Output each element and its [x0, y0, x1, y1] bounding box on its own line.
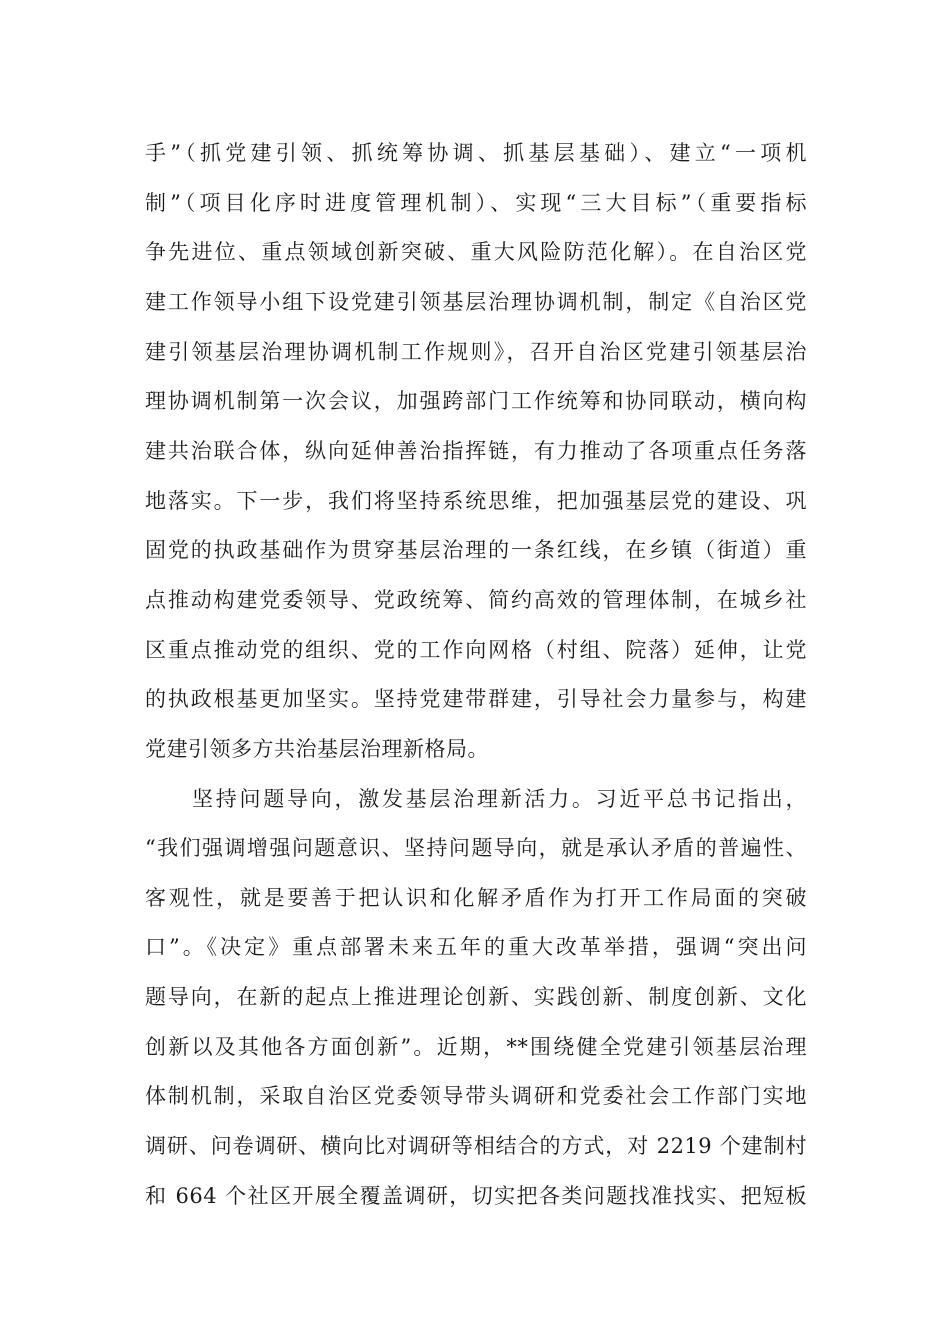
- paragraph-1-line-11: 区重点推动党的组织、党的工作向网格（村组、院落）延伸，让党: [145, 638, 807, 662]
- paragraph-2-line-6: 创新以及其他各方面创新”。近期，**围绕健全党建引领基层治理: [145, 1035, 807, 1059]
- paragraph-1-line-7: 建共治联合体，纵向延伸善治指挥链，有力推动了各项重点任务落: [145, 439, 807, 463]
- paragraph-2-line-9: 和 664 个社区开展全覆盖调研，切实把各类问题找准找实、把短板: [145, 1184, 807, 1208]
- paragraph-1-line-8: 地落实。下一步，我们将坚持系统思维，把加强基层党的建设、巩: [145, 489, 807, 513]
- paragraph-2-line-8: 调研、问卷调研、横向比对调研等相结合的方式，对 2219 个建制村: [145, 1134, 807, 1158]
- paragraph-2-line-5: 题导向，在新的起点上推进理论创新、实践创新、制度创新、文化: [145, 985, 807, 1009]
- paragraph-1-line-12: 的执政根基更加坚实。坚持党建带群建，引导社会力量参与，构建: [145, 687, 807, 711]
- paragraph-1-line-5: 建引领基层治理协调机制工作规则》，召开自治区党建引领基层治: [145, 340, 807, 364]
- paragraph-1-line-2: 制”（项目化序时进度管理机制）、实现“三大目标”（重要指标: [145, 191, 807, 215]
- paragraph-1-line-3: 争先进位、重点领域创新突破、重大风险防范化解）。在自治区党: [145, 240, 807, 264]
- paragraph-2-line-3: 客观性，就是要善于把认识和化解矛盾作为打开工作局面的突破: [145, 886, 807, 910]
- paragraph-2-line-4: 口”。《决定》重点部署未来五年的重大改革举措，强调“突出问: [145, 935, 807, 959]
- paragraph-1-line-9: 固党的执政基础作为贯穿基层治理的一条红线，在乡镇（街道）重: [145, 538, 807, 562]
- paragraph-2-line-7: 体制机制，采取自治区党委领导带头调研和党委社会工作部门实地: [145, 1084, 807, 1108]
- paragraph-1-line-10: 点推动构建党委领导、党政统筹、简约高效的管理体制，在城乡社: [145, 588, 807, 612]
- paragraph-2-line-1: 坚持问题导向，激发基层治理新活力。习近平总书记指出，: [192, 787, 807, 811]
- paragraph-1-line-6: 理协调机制第一次会议，加强跨部门工作统筹和协同联动，横向构: [145, 389, 807, 413]
- paragraph-1-line-13: 党建引领多方共治基层治理新格局。: [145, 737, 489, 761]
- paragraph-1-line-1: 手”（抓党建引领、抓统筹协调、抓基层基础）、建立“一项机: [145, 141, 807, 165]
- paragraph-1-line-4: 建工作领导小组下设党建引领基层治理协调机制，制定《自治区党: [145, 290, 807, 314]
- paragraph-2-line-2: “我们强调增强问题意识、坚持问题导向，就是承认矛盾的普遍性、: [145, 836, 807, 860]
